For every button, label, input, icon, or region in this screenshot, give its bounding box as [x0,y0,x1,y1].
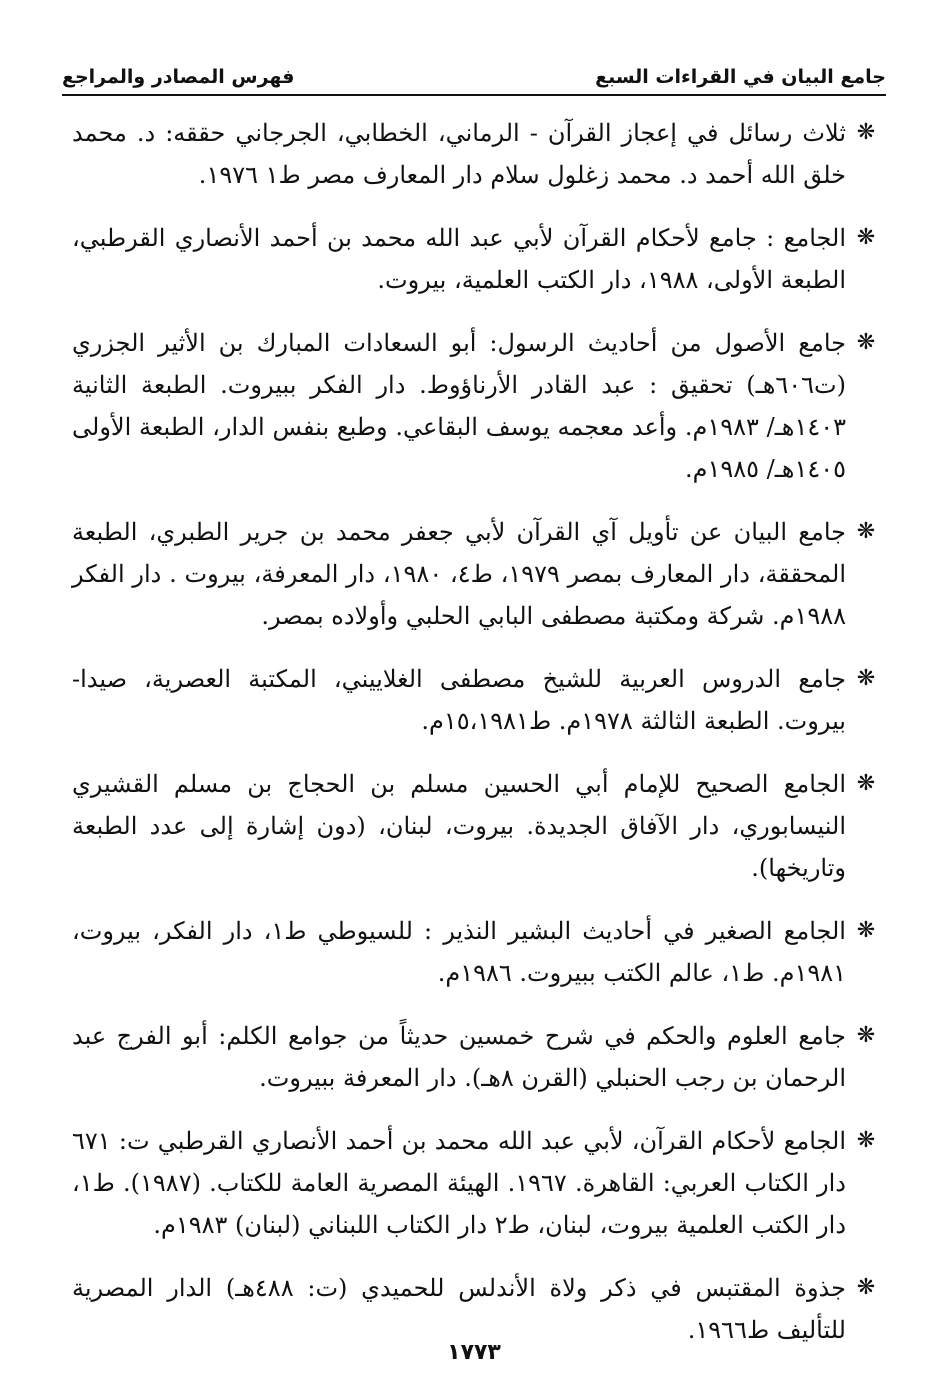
bullet-icon: ❋ [856,120,876,145]
entry-text: الجامع الصحيح للإمام أبي الحسين مسلم بن الحجاج بن مسلم القشيري النيسابوري، دار الآفاق الجديدة. بيروت، لبنان، (دون إشارة إلى عدد الطبعة وتاريخها). [72,770,846,882]
bibliography-entry [72,1015,886,1099]
bibliography-entry [72,658,886,742]
bullet-icon: ❋ [856,771,876,796]
bibliography-entry [72,112,886,196]
bullet-icon: ❋ [856,519,876,544]
bibliography-entry [72,322,886,490]
entry-text: الجامع : جامع لأحكام القرآن لأبي عبد الله محمد بن أحمد الأنصاري القرطبي، الطبعة الأولى، ١٩٨٨، دار الكتب العلمية، بيروت. [72,224,846,294]
running-header [62,52,886,96]
entry-text: جذوة المقتبس في ذكر ولاة الأندلس للحميدي (ت: ٤٨٨هـ) الدار المصرية للتأليف ط١٩٦٦. [72,1274,846,1344]
book-title: جامع البيان في القراءات السبع [595,66,886,88]
bullet-icon: ❋ [856,330,876,355]
entry-text: ثلاث رسائل في إعجاز القرآن - الرماني، الخطابي، الجرجاني حققه: د. محمد خلق الله أحمد د. محمد زغلول سلام دار المعارف مصر ط١ ١٩٧٦. [72,119,846,189]
entry-text: جامع الأصول من أحاديث الرسول: أبو السعادات المبارك بن الأثير الجزري (ت٦٠٦هـ) تحقيق : عبد القادر الأرناؤوط. دار الفكر ببيروت. الطبعة الثانية ١٤٠٣هـ/ ١٩٨٣م. وأعد معجمه يوسف البقاعي. وطبع بنفس الدار، الطبعة الأولى ١٤٠٥هـ/ ١٩٨٥م. [72,329,846,483]
bullet-icon: ❋ [856,666,876,691]
bullet-icon: ❋ [856,918,876,943]
bibliography-entry [72,511,886,637]
entry-text: الجامع لأحكام القرآن، لأبي عبد الله محمد بن أحمد الأنصاري القرطبي ت: ٦٧١ دار الكتاب العربي: القاهرة. ١٩٦٧. الهيئة المصرية العامة للكتاب. (١٩٨٧). ط١، دار الكتب العلمية بيروت، لبنان، ط٢ دار الكتاب اللبناني (لبنان) ١٩٨٣م. [72,1127,846,1239]
section-title: فهرس المصادر والمراجع [62,66,295,88]
page-number: ١٧٧٣ [447,1340,501,1365]
bullet-icon: ❋ [856,225,876,250]
bullet-icon: ❋ [856,1023,876,1048]
bibliography-entry [72,217,886,301]
bibliography-entry [72,1267,886,1351]
bullet-icon: ❋ [856,1275,876,1300]
entry-text: الجامع الصغير في أحاديث البشير النذير : للسيوطي ط١، دار الفكر، بيروت، ١٩٨١م. ط١، عالم الكتب ببيروت. ١٩٨٦م. [72,917,846,987]
bibliography-entry [72,1120,886,1246]
entry-text: جامع الدروس العربية للشيخ مصطفى الغلاييني، المكتبة العصرية، صيدا- بيروت. الطبعة الثالثة ١٩٧٨م. ط١٥،١٩٨١م. [72,665,846,735]
entry-text: جامع البيان عن تأويل آي القرآن لأبي جعفر محمد بن جرير الطبري، الطبعة المحققة، دار المعارف بمصر ١٩٧٩، ط٤، ١٩٨٠، دار المعرفة، بيروت . دار الفكر ١٩٨٨م. شركة ومكتبة مصطفى البابي الحلبي وأولاده بمصر. [72,518,847,630]
entry-text: جامع العلوم والحكم في شرح خمسين حديثاً من جوامع الكلم: أبو الفرج عبد الرحمان بن رجب الحنبلي (القرن ٨هـ). دار المعرفة ببيروت. [72,1022,846,1092]
bibliography-entry [72,763,886,889]
bibliography-entry [72,910,886,994]
bullet-icon: ❋ [856,1128,876,1153]
bibliography-list [72,112,886,1372]
